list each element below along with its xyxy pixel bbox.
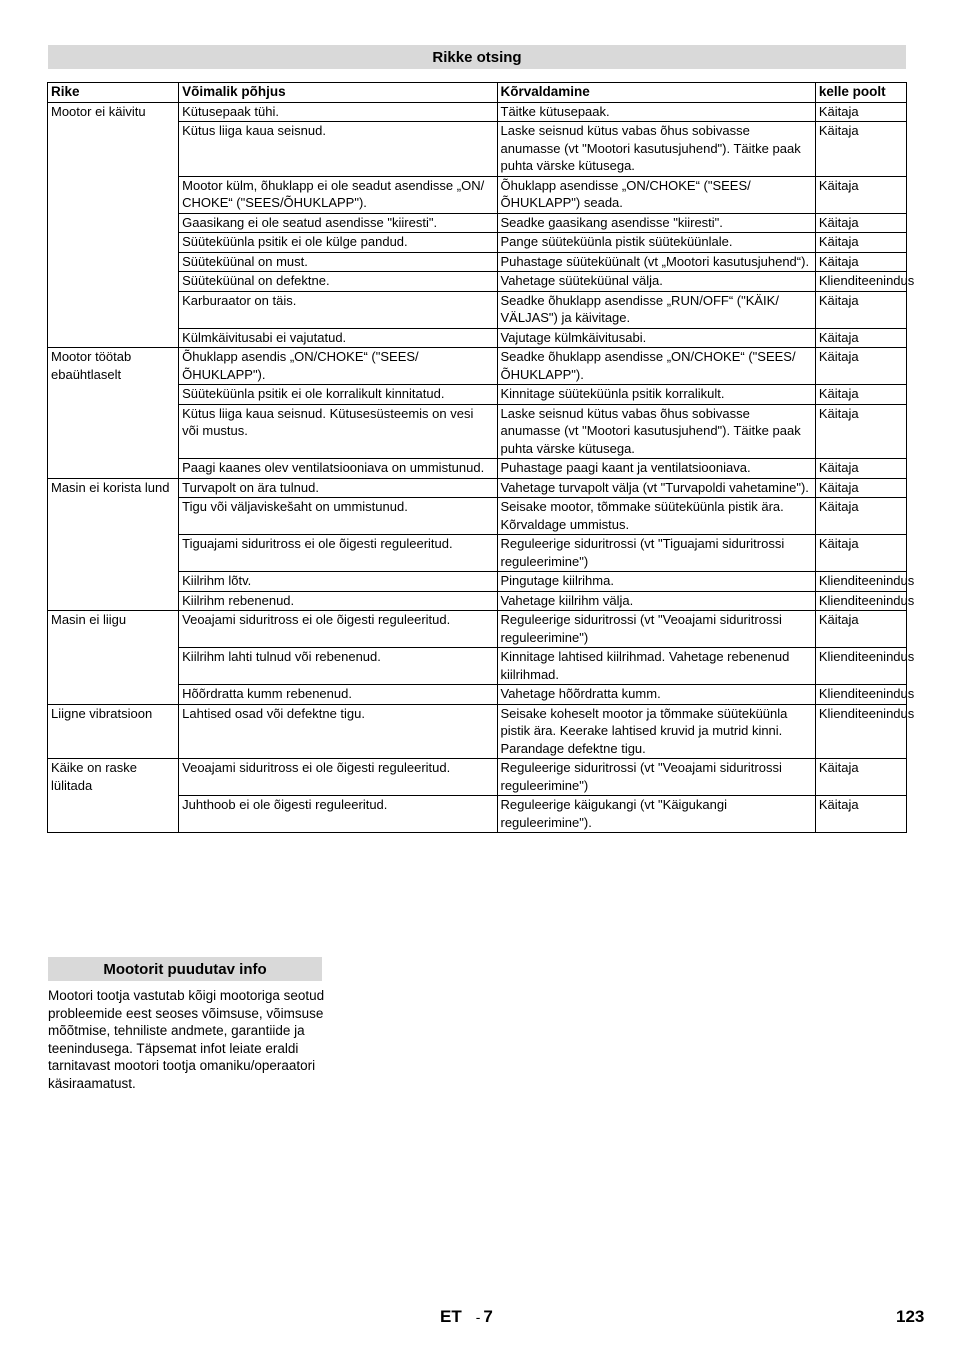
cause-cell: Kütus liiga kaua seisnud. Kütusesüsteemis on vesi või mustus.	[179, 404, 497, 459]
cause-cell: Gaasikang ei ole seatud asendisse "kiiresti".	[179, 213, 497, 233]
table-row	[48, 759, 907, 796]
responsible-cell: Käitaja	[815, 385, 906, 405]
header-responsible: kelle poolt	[815, 83, 906, 103]
remedy-cell: Vahetage süüteküünal välja.	[497, 272, 815, 292]
page-number: 123	[896, 1307, 925, 1326]
responsible-cell: Käitaja	[815, 102, 906, 122]
engine-info-title: Mootorit puudutav info	[48, 957, 322, 981]
cause-cell: Juhthoob ei ole õigesti reguleeritud.	[179, 796, 497, 833]
cause-cell: Karburaator on täis.	[179, 291, 497, 328]
remedy-cell: Vahetage turvapolt välja (vt "Turvapoldi vahetamine").	[497, 478, 815, 498]
fault-cell: Mootor töötab ebaühtlaselt	[48, 348, 179, 479]
cause-cell: Tiguajami siduritross ei ole õigesti reguleeritud.	[179, 535, 497, 572]
table-row	[48, 611, 907, 648]
table-row	[48, 478, 907, 498]
cause-cell: Külmkäivitusabi ei vajutatud.	[179, 328, 497, 348]
responsible-cell: Käitaja	[815, 498, 906, 535]
header-fault: Rike	[48, 83, 179, 103]
responsible-cell: Klienditeenindus	[815, 272, 906, 292]
cause-cell: Veoajami siduritross ei ole õigesti reguleeritud.	[179, 759, 497, 796]
responsible-cell: Käitaja	[815, 233, 906, 253]
cause-cell: Kütusepaak tühi.	[179, 102, 497, 122]
responsible-cell: Käitaja	[815, 759, 906, 796]
section-title: Rikke otsing	[48, 45, 906, 69]
troubleshooting-table	[47, 82, 915, 833]
cause-cell: Süüteküünal on defektne.	[179, 272, 497, 292]
responsible-cell: Käitaja	[815, 328, 906, 348]
responsible-cell: Klienditeenindus	[815, 704, 906, 759]
cause-cell: Veoajami siduritross ei ole õigesti reguleeritud.	[179, 611, 497, 648]
cause-cell: Õhuklapp asendis „ON/CHOKE“ ("SEES/ ÕHUKLAPP").	[179, 348, 497, 385]
table-row	[48, 102, 907, 122]
remedy-cell: Puhastage paagi kaant ja ventilatsiooniava.	[497, 459, 815, 479]
remedy-cell: Reguleerige käigukangi (vt "Käigukangi reguleerimine").	[497, 796, 815, 833]
responsible-cell: Käitaja	[815, 404, 906, 459]
footer-dash: -	[475, 1309, 481, 1325]
remedy-cell: Seadke õhuklapp asendisse „RUN/OFF“ ("KÄIK/ VÄLJAS") ja käivitage.	[497, 291, 815, 328]
responsible-cell: Klienditeenindus	[815, 572, 906, 592]
responsible-cell: Käitaja	[815, 252, 906, 272]
table-row	[48, 348, 907, 385]
cause-cell: Süüteküünal on must.	[179, 252, 497, 272]
responsible-cell: Käitaja	[815, 348, 906, 385]
remedy-cell: Reguleerige siduritrossi (vt "Veoajami siduritrossi reguleerimine")	[497, 759, 815, 796]
responsible-cell: Käitaja	[815, 122, 906, 177]
responsible-cell: Käitaja	[815, 611, 906, 648]
table-header-row	[48, 83, 907, 103]
responsible-cell: Klienditeenindus	[815, 591, 906, 611]
fault-cell: Käike on raske lülitada	[48, 759, 179, 833]
responsible-cell: Käitaja	[815, 176, 906, 213]
cause-cell: Kiilrihm lahti tulnud või rebenenud.	[179, 648, 497, 685]
footer-lang: ET	[440, 1307, 462, 1326]
responsible-cell: Käitaja	[815, 291, 906, 328]
remedy-cell: Laske seisnud kütus vabas õhus sobivasse anumasse (vt "Mootori kasutusjuhend"). Täitke paak puhta värske kütusega.	[497, 122, 815, 177]
remedy-cell: Vajutage külmkäivitusabi.	[497, 328, 815, 348]
remedy-cell: Pingutage kiilrihma.	[497, 572, 815, 592]
fault-cell: Masin ei liigu	[48, 611, 179, 705]
header-cause: Võimalik põhjus	[179, 83, 497, 103]
cause-cell: Kütus liiga kaua seisnud.	[179, 122, 497, 177]
remedy-cell: Vahetage hõõrdratta kumm.	[497, 685, 815, 705]
responsible-cell: Käitaja	[815, 535, 906, 572]
remedy-cell: Seisake mootor, tõmmake süüteküünla pistik ära. Kõrvaldage ummistus.	[497, 498, 815, 535]
footer-section	[440, 1307, 493, 1327]
remedy-cell: Reguleerige siduritrossi (vt "Veoajami siduritrossi reguleerimine")	[497, 611, 815, 648]
cause-cell: Tigu või väljaviskešaht on ummistunud.	[179, 498, 497, 535]
remedy-cell: Õhuklapp asendisse „ON/CHOKE“ ("SEES/ ÕHUKLAPP") seada.	[497, 176, 815, 213]
engine-info-text: Mootori tootja vastutab kõigi mootoriga seotud probleemide eest seoses võimsuse, võimsuse mõõtmise, tehniliste andmete, garantiide ja teenindusega. Täpsemat infot leiate eraldi tarnitavast mootori tootja omaniku/operaatori käsiraamatust.	[48, 988, 325, 1091]
table-body	[48, 102, 915, 833]
remedy-cell: Kinnitage lahtised kiilrihmad. Vahetage rebenenud kiilrihmad.	[497, 648, 815, 685]
cause-cell: Kiilrihm rebenenud.	[179, 591, 497, 611]
cause-cell: Lahtised osad või defektne tigu.	[179, 704, 497, 759]
header-remedy: Kõrvaldamine	[497, 83, 815, 103]
remedy-cell: Reguleerige siduritrossi (vt "Tiguajami siduritrossi reguleerimine")	[497, 535, 815, 572]
cause-cell: Kiilrihm lõtv.	[179, 572, 497, 592]
fault-cell: Liigne vibratsioon	[48, 704, 179, 759]
remedy-cell: Täitke kütusepaak.	[497, 102, 815, 122]
table-row	[48, 704, 907, 759]
fault-cell: Masin ei korista lund	[48, 478, 179, 611]
responsible-cell: Käitaja	[815, 478, 906, 498]
cause-cell: Süüteküünla psitik ei ole korralikult kinnitatud.	[179, 385, 497, 405]
responsible-cell: Käitaja	[815, 213, 906, 233]
cause-cell: Turvapolt on ära tulnud.	[179, 478, 497, 498]
cause-cell: Süüteküünla psitik ei ole külge pandud.	[179, 233, 497, 253]
footer-section-page: 7	[483, 1307, 493, 1326]
remedy-cell: Seadke gaasikang asendisse "kiiresti".	[497, 213, 815, 233]
cause-cell: Mootor külm, õhuklapp ei ole seadut asendisse „ON/ CHOKE“ ("SEES/ÕHUKLAPP").	[179, 176, 497, 213]
responsible-cell: Klienditeenindus	[815, 648, 906, 685]
remedy-cell: Puhastage süüteküünalt (vt „Mootori kasutusjuhend“).	[497, 252, 815, 272]
remedy-cell: Vahetage kiilrihm välja.	[497, 591, 815, 611]
responsible-cell: Käitaja	[815, 796, 906, 833]
cause-cell: Paagi kaanes olev ventilatsiooniava on ummistunud.	[179, 459, 497, 479]
remedy-cell: Seadke õhuklapp asendisse „ON/CHOKE“ ("SEES/ ÕHUKLAPP").	[497, 348, 815, 385]
responsible-cell: Käitaja	[815, 459, 906, 479]
remedy-cell: Kinnitage süüteküünla psitik korralikult.	[497, 385, 815, 405]
remedy-cell: Laske seisnud kütus vabas õhus sobivasse anumasse (vt "Mootori kasutusjuhend"). Täitke paak puhta värske kütusega.	[497, 404, 815, 459]
cause-cell: Hõõrdratta kumm rebenenud.	[179, 685, 497, 705]
remedy-cell: Pange süüteküünla pistik süüteküünlale.	[497, 233, 815, 253]
fault-cell: Mootor ei käivitu	[48, 102, 179, 348]
remedy-cell: Seisake koheselt mootor ja tõmmake süüteküünla pistik ära. Keerake lahtised kruvid ja mutrid kinni. Parandage defektne tigu.	[497, 704, 815, 759]
responsible-cell: Klienditeenindus	[815, 685, 906, 705]
